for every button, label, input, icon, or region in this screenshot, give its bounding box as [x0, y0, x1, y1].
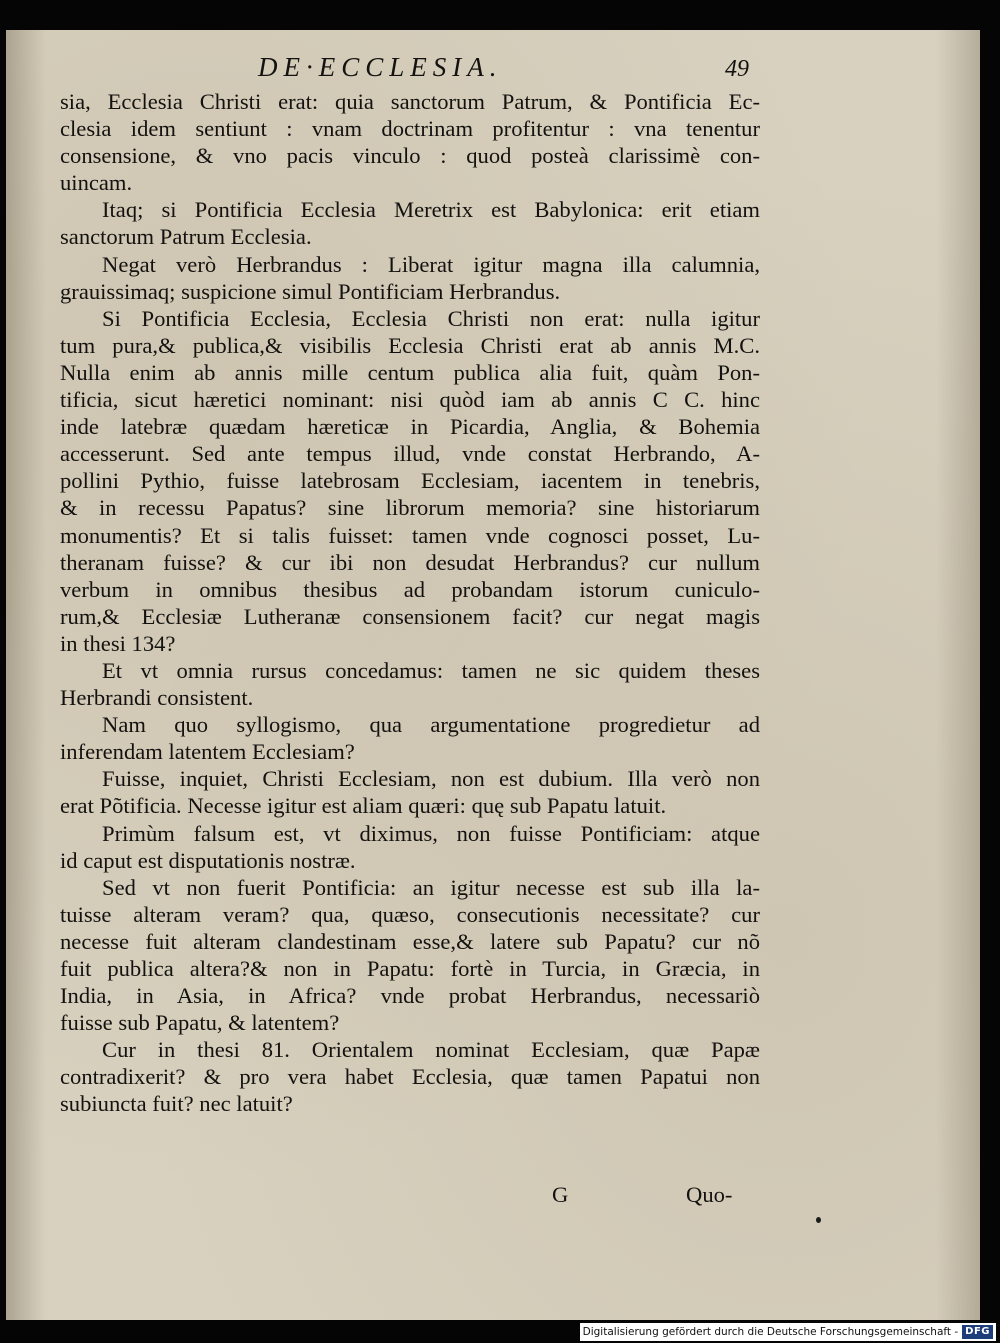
text-line: Nulla enim ab annis mille centum publica alia fuit, quàm Pon-: [60, 359, 760, 385]
text-line: tum pura,& publica,& visibilis Ecclesia Christi erat ab annis M.C.: [60, 332, 760, 358]
text-line: fuisse sub Papatu, & latentem?: [60, 1010, 340, 1036]
text-line: Itaq; si Pontificia Ecclesia Meretrix est Babylonica: erit etiam: [102, 197, 760, 223]
text-line: inde latebræ quædam hæreticæ in Picardia, Anglia, & Bohemia: [60, 414, 760, 440]
text-line: verbum in omnibus thesibus ad probandam istorum cuniculo-: [60, 576, 760, 602]
text-line: consensione, & vno pacis vinculo : quod posteà clarissimè con-: [60, 143, 760, 169]
page-number: 49: [725, 56, 749, 82]
text-line: contradixerit? & pro vera habet Ecclesia, quæ tamen Papatui non: [60, 1064, 760, 1090]
text-line: Primùm falsum est, vt diximus, non fuisse Pontificiam: atque: [102, 820, 760, 846]
text-line: Cur in thesi 81. Orientalem nominat Ecclesiam, quæ Papæ: [102, 1037, 760, 1063]
text-line: subiuncta fuit? nec latuit?: [60, 1091, 293, 1117]
running-header: DE·ECCLESIA.: [258, 52, 503, 82]
text-line: tificia, sicut hæretici nominant: nisi quòd iam ab annis C C. hinc: [60, 387, 760, 413]
signature-mark: G: [552, 1182, 569, 1207]
text-line: erat Põtificia. Necesse igitur est aliam quæri: quę sub Papatu latuit.: [60, 793, 667, 819]
dfg-logo-icon: DFG: [962, 1325, 993, 1339]
text-line: Nam quo syllogismo, qua argumentatione progredietur ad: [102, 712, 760, 738]
text-line: sanctorum Patrum Ecclesia.: [60, 224, 312, 250]
text-line: inferendam latentem Ecclesiam?: [60, 739, 355, 765]
ink-speck: [816, 1217, 821, 1223]
text-line: tuisse alteram veram? qua, quæso, consecutionis necessitate? cur: [60, 901, 760, 927]
text-line: & in recessu Papatus? sine librorum memoria? sine historiarum: [60, 495, 760, 521]
text-line: Sed vt non fuerit Pontificia: an igitur necesse est sub illa la-: [102, 874, 760, 900]
text-line: id caput est disputationis nostræ.: [60, 847, 356, 873]
text-line: rum,& Ecclesiæ Lutheranæ consensionem facit? cur negat magis: [60, 603, 760, 629]
text-line: Et vt omnia rursus concedamus: tamen ne sic quidem theses: [102, 657, 760, 683]
text-line: clesia idem sentiunt : vnam doctrinam profitentur : vna tenentur: [60, 116, 760, 142]
text-line: fuit publica altera?& non in Papatu: fortè in Turcia, in Græcia, in: [60, 956, 760, 981]
text-line: in thesi 134?: [60, 630, 176, 656]
page-body-text: [60, 88, 760, 1118]
text-line: theranam fuisse? & cur ibi non desudat Herbrandus? cur nullum: [60, 549, 760, 575]
funding-credit: Digitalisierung gefördert durch die Deutsche Forschungsgemeinschaft -: [582, 1326, 959, 1338]
text-line: accesserunt. Sed ante tempus illud, vnde constat Herbrando, A-: [60, 441, 760, 467]
text-line: Si Pontificia Ecclesia, Ecclesia Christi non erat: nulla igitur: [102, 305, 760, 331]
text-line: India, in Asia, in Africa? vnde probat Herbrandus, necessariò: [60, 983, 760, 1009]
text-line: pollini Pythio, fuisse latebrosam Ecclesiam, iacentem in tenebris,: [60, 468, 760, 494]
text-line: sia, Ecclesia Christi erat: quia sanctorum Patrum, & Pontificia Ec-: [60, 89, 760, 114]
text-line: necesse fuit alteram clandestinam esse,& latere sub Papatu? cur nõ: [60, 928, 760, 954]
text-line: Negat verò Herbrandus : Liberat igitur magna illa calumnia,: [102, 251, 760, 277]
catchword: Quo-: [686, 1182, 733, 1207]
text-line: Fuisse, inquiet, Christi Ecclesiam, non est dubium. Illa verò non: [102, 766, 760, 792]
footer-credit-bar: [580, 1323, 996, 1341]
text-line: grauissimaq; suspicione simul Pontificiam Herbrandus.: [60, 278, 561, 304]
text-line: uincam.: [60, 170, 133, 196]
text-line: monumentis? Et si talis fuisset: tamen vnde cognosci posset, Lu-: [60, 522, 760, 548]
text-line: Herbrandi consistent.: [60, 685, 254, 711]
